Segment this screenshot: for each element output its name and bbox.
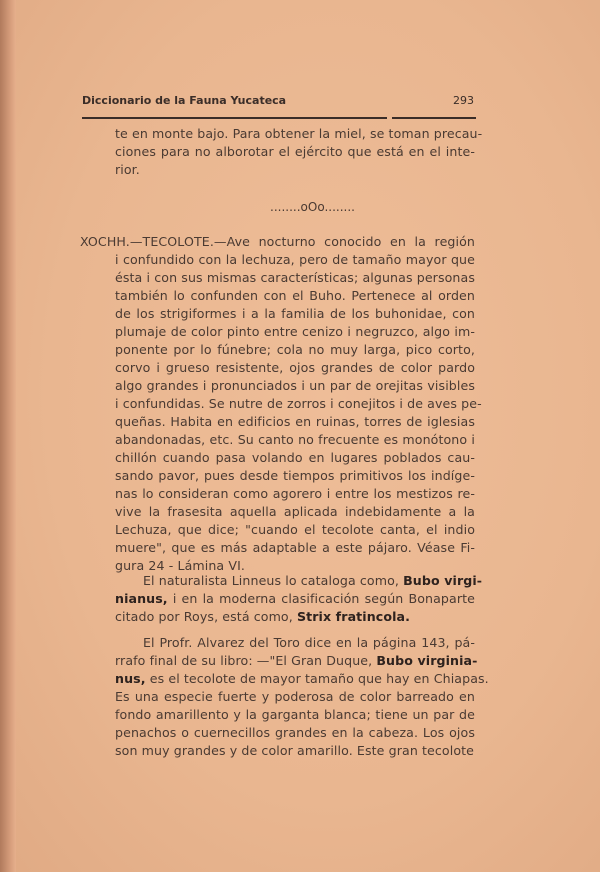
bold-species-name: Bubo virgi- xyxy=(403,573,483,588)
paragraph-linneus xyxy=(115,572,483,626)
text-segment: rrafo final de su libro: —"El Gran Duque, xyxy=(115,653,377,668)
text-segment: sando pavor, pues desde tiempos primitivos los indíge- xyxy=(115,468,475,483)
text-line xyxy=(115,395,482,413)
text-line xyxy=(80,233,475,251)
text-line xyxy=(115,161,475,179)
text-segment: fondo amarillento y la garganta blanca; tiene un par de xyxy=(115,707,475,722)
text-segment: i confundidas. Se nutre de zorros i conejitos i de aves pe- xyxy=(115,396,482,411)
text-segment: son muy grandes y de color amarillo. Este gran tecolote xyxy=(115,743,475,758)
text-line xyxy=(115,539,475,557)
text-line xyxy=(115,634,475,652)
text-segment: también lo confunden con el Buho. Pertenece al orden xyxy=(115,288,475,303)
text-segment: ésta i con sus mismas características; algunas personas xyxy=(115,270,475,285)
text-segment: Es una especie fuerte y poderosa de color barreado en xyxy=(115,689,475,704)
header-rule xyxy=(82,117,387,119)
bold-species-name: nus, xyxy=(115,671,146,686)
text-line xyxy=(115,706,475,724)
text-line xyxy=(115,287,475,305)
text-segment: penachos o cuernecillos grandes en la cabeza. Los ojos xyxy=(115,725,475,740)
text-line xyxy=(115,323,475,341)
text-segment: te en monte bajo. Para obtener la miel, se toman precau- xyxy=(115,126,483,141)
text-segment: algo grandes i pronunciados i un par de orejitas visibles xyxy=(115,378,475,393)
text-line xyxy=(115,608,475,626)
text-line xyxy=(115,305,475,323)
text-line xyxy=(115,670,489,688)
book-title: Diccionario de la Fauna Yucateca xyxy=(82,94,287,107)
text-line xyxy=(115,377,475,395)
text-line xyxy=(115,341,475,359)
text-segment: de los strigiformes i a la familia de los buhonidae, con xyxy=(115,306,475,321)
text-segment: plumaje de color pinto entre cenizo i negruzco, algo im- xyxy=(115,324,475,339)
text-line xyxy=(115,449,475,467)
text-line xyxy=(115,521,475,539)
text-segment: gura 24 - Lámina VI. xyxy=(115,558,245,573)
text-line xyxy=(115,590,475,608)
entry-xochh xyxy=(80,233,482,575)
text-segment: i en la moderna clasificación según Bonaparte xyxy=(167,591,475,606)
text-segment: chillón cuando pasa volando en lugares poblados cau- xyxy=(115,450,475,465)
paragraph-alvarez xyxy=(115,634,489,760)
text-segment: ciones para no alborotar el ejército que está en el inte- xyxy=(115,144,475,159)
text-line xyxy=(115,143,475,161)
text-segment: rior. xyxy=(115,162,140,177)
text-line xyxy=(115,688,475,706)
text-segment: nas lo consideran como agorero i entre los mestizos re- xyxy=(115,486,475,501)
text-line xyxy=(115,269,475,287)
bold-species-name: Strix fratincola. xyxy=(296,609,410,624)
text-line xyxy=(115,467,475,485)
page-number: 293 xyxy=(453,94,474,107)
text-segment: El naturalista Linneus lo cataloga como, xyxy=(143,573,404,588)
text-line xyxy=(115,572,483,590)
paragraph-continued xyxy=(115,125,483,179)
section-separator: ........oOo........ xyxy=(270,200,355,214)
text-line xyxy=(115,413,475,431)
text-segment: queñas. Habita en edificios en ruinas, torres de iglesias xyxy=(115,414,475,429)
text-segment: citado por Roys, está como, xyxy=(115,609,297,624)
text-line xyxy=(115,485,475,503)
text-segment: El Profr. Alvarez del Toro dice en la página 143, pá- xyxy=(143,635,475,650)
bold-species-name: Bubo virginia- xyxy=(376,653,478,668)
running-header xyxy=(82,94,474,110)
text-line xyxy=(115,742,475,760)
header-rule xyxy=(392,117,476,119)
text-line xyxy=(115,359,475,377)
text-segment: ponente por lo fúnebre; cola no muy larga, pico corto, xyxy=(115,342,475,357)
text-segment: XOCHH.—TECOLOTE.—Ave nocturno conocido en la región xyxy=(80,234,475,249)
text-line xyxy=(115,431,475,449)
text-line xyxy=(115,251,475,269)
text-line xyxy=(115,652,478,670)
book-binding-edge xyxy=(0,0,16,872)
text-segment: muere", que es más adaptable a este pájaro. Véase Fi- xyxy=(115,540,475,555)
text-segment: i confundido con la lechuza, pero de tamaño mayor que xyxy=(115,252,475,267)
bold-species-name: nianus, xyxy=(115,591,168,606)
text-segment: Lechuza, que dice; "cuando el tecolote canta, el indio xyxy=(115,522,475,537)
text-line xyxy=(115,724,475,742)
text-segment: vive la frasesita aquella aplicada indebidamente a la xyxy=(115,504,475,519)
text-segment: corvo i grueso resistente, ojos grandes de color pardo xyxy=(115,360,475,375)
text-segment: es el tecolote de mayor tamaño que hay en Chiapas. xyxy=(145,671,489,686)
text-line xyxy=(115,125,483,143)
text-segment: abandonadas, etc. Su canto no frecuente es monótono i xyxy=(115,432,475,447)
text-line xyxy=(115,503,475,521)
